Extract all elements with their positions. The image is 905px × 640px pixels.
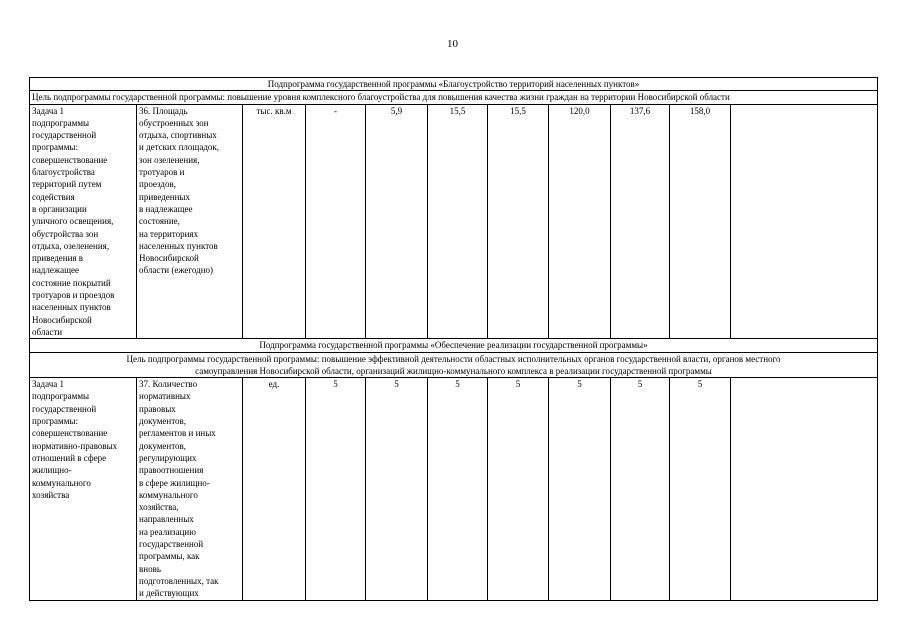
value-cell: 5 [611,378,670,601]
indicator-row [30,378,878,601]
value-cell: 120,0 [549,104,611,339]
value-cell: 5 [670,378,731,601]
subprogram-title: Подпрограмма государственной программы «Благоустройство территорий населенных пунктов» [30,78,878,91]
value-cell: 15,5 [488,104,549,339]
task-cell: Задача 1 подпрограммы государственной программы: совершенствование благоустройства территорий путем содействия в организации уличного освещения, обустройства зон отдыха, озеленения, приведения в надлежащее состояние покрытий тротуаров и проездов населенных пунктов Новосибирской области [30,104,137,339]
subprogram-header-row [30,339,878,352]
indicator-cell: 36. Площадь обустроенных зон отдыха, спортивных и детских площадок, зон озеленения, тротуаров и проездов, приведенных в надлежащее состояние, на территориях населенных пунктов Новосибирской области (ежегодно) [137,104,243,339]
subprogram-header-row [30,78,878,91]
indicators-table [29,77,878,601]
page-number: 10 [447,38,458,50]
value-cell [731,104,878,339]
value-cell: 15,5 [428,104,488,339]
value-cell: 5 [428,378,488,601]
unit-cell: тыс. кв.м [243,104,306,339]
value-cell: 158,0 [670,104,731,339]
subprogram-goal: Цель подпрограммы государственной программы: повышение эффективной деятельности областных исполнительных органов государственной власти, органов местного самоуправления Новосибирской области, организаций жилищно-коммунального комплекса в реализации государственной программы [30,352,878,378]
value-cell: 5 [488,378,549,601]
goal-row [30,91,878,104]
value-cell [731,378,878,601]
value-cell: 5 [366,378,428,601]
indicator-row [30,104,878,339]
task-cell: Задача 1 подпрограммы государственной программы: совершенствование нормативно-правовых отношений в сфере жилищно- коммунального хозяйства [30,378,137,601]
subprogram-title: Подпрограмма государственной программы «Обеспечение реализации государственной программы» [30,339,878,352]
indicator-cell: 37. Количество нормативных правовых документов, регламентов и иных документов, регулирующих правоотношения в сфере жилищно- коммунального хозяйства, направленных на реализацию государственной программы, как вновь подготовленных, так и действующих [137,378,243,601]
value-cell: - [306,104,366,339]
value-cell: 5,9 [366,104,428,339]
value-cell: 5 [549,378,611,601]
subprogram-goal: Цель подпрограммы государственной программы: повышение уровня комплексного благоустройства для повышения качества жизни граждан на территории Новосибирской области [30,91,878,104]
unit-cell: ед. [243,378,306,601]
value-cell: 5 [306,378,366,601]
value-cell: 137,6 [611,104,670,339]
goal-row [30,352,878,378]
